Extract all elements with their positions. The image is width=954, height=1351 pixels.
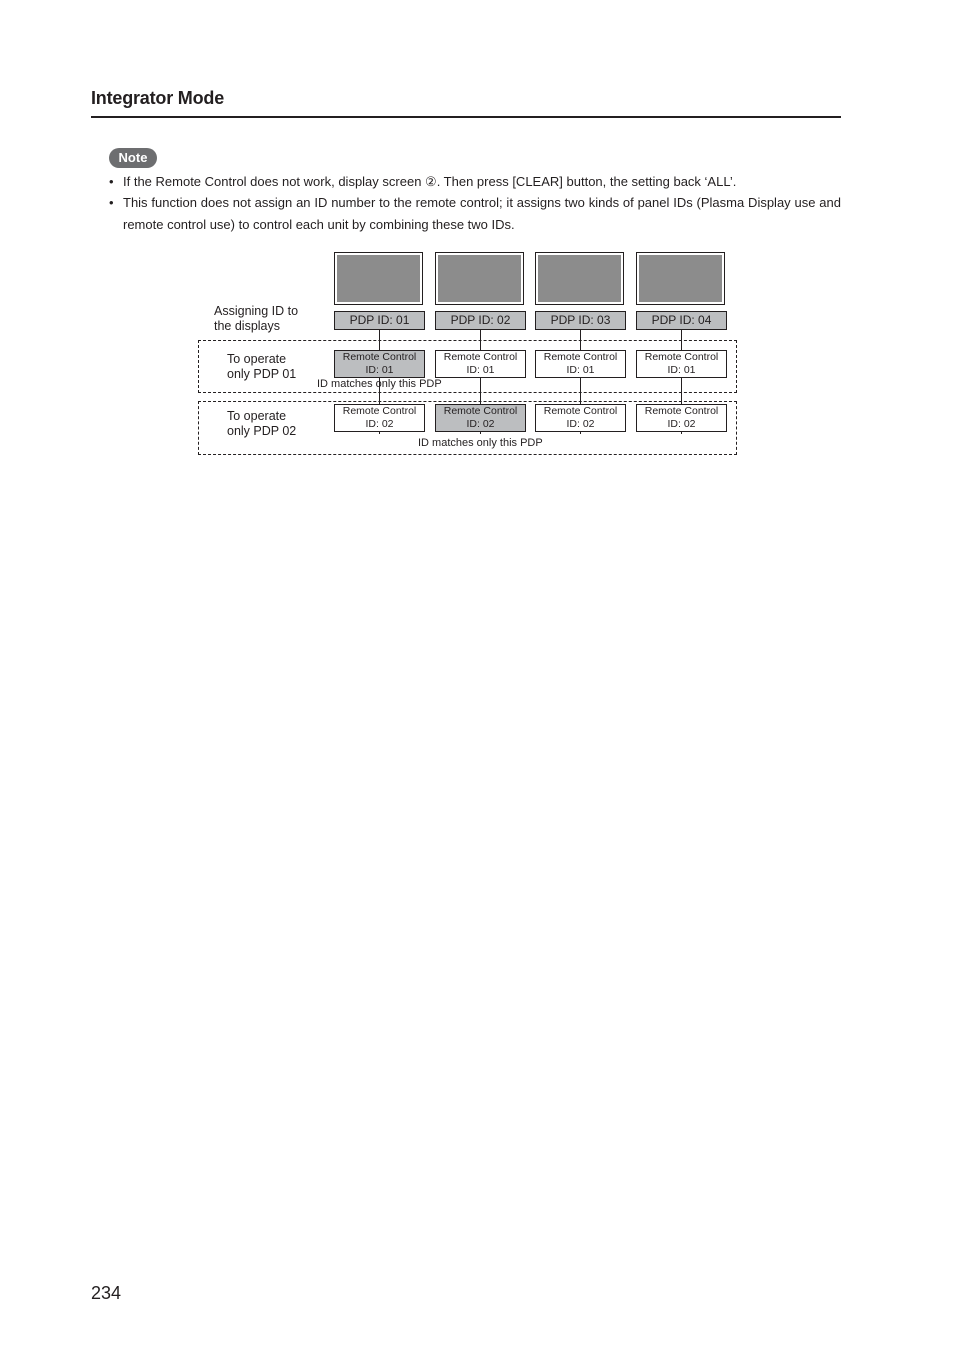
id-match-note-1: ID matches only this PDP xyxy=(317,378,442,390)
remote-control-box: Remote Control ID: 01 xyxy=(435,350,526,378)
pdp-id-box-3: PDP ID: 03 xyxy=(535,311,626,330)
remote-control-box: Remote Control ID: 02 xyxy=(636,404,727,432)
group1-label-line1: To operate xyxy=(227,352,287,366)
display-monitor-2 xyxy=(435,252,524,305)
note-bullet-text: This function does not assign an ID number to the remote control; it assigns two kinds of panel IDs (Plasma Display use and remote control use) to control each unit by combining these two IDs. xyxy=(123,195,841,232)
bullet-dot: • xyxy=(109,195,114,210)
id-match-note-2: ID matches only this PDP xyxy=(418,437,543,449)
assign-label-line2: the displays xyxy=(214,319,281,333)
remote-control-box: Remote Control ID: 01 xyxy=(535,350,626,378)
display-monitor-1 xyxy=(334,252,423,305)
pdp-id-box-1: PDP ID: 01 xyxy=(334,311,425,330)
pdp-id-box-4: PDP ID: 04 xyxy=(636,311,727,330)
pdp-id-box-2: PDP ID: 02 xyxy=(435,311,526,330)
group2-label-line2: only PDP 02 xyxy=(227,424,297,438)
bullet-dot: • xyxy=(109,174,114,189)
id-assignment-diagram xyxy=(0,0,954,480)
display-monitor-3 xyxy=(535,252,624,305)
remote-control-box: Remote Control ID: 01 xyxy=(636,350,727,378)
remote-control-box: Remote Control ID: 02 xyxy=(535,404,626,432)
group1-label xyxy=(227,352,296,382)
group1-label-line2: only PDP 01 xyxy=(227,367,297,381)
page-number: 234 xyxy=(91,1283,122,1303)
group2-label-line1: To operate xyxy=(227,409,287,423)
assign-label xyxy=(214,304,298,334)
note-badge: Note xyxy=(109,148,157,168)
page-title: Integrator Mode xyxy=(91,88,225,108)
display-monitor-4 xyxy=(636,252,725,305)
note-bullet-text: If the Remote Control does not work, display screen ②. Then press [CLEAR] button, the setting back ‘ALL’. xyxy=(123,174,737,189)
remote-control-box: Remote Control ID: 02 xyxy=(334,404,425,432)
assign-label-line1: Assigning ID to xyxy=(214,304,299,318)
group2-label xyxy=(227,409,296,439)
remote-control-box: Remote Control ID: 02 xyxy=(435,404,526,432)
remote-control-box: Remote Control ID: 01 xyxy=(334,350,425,378)
